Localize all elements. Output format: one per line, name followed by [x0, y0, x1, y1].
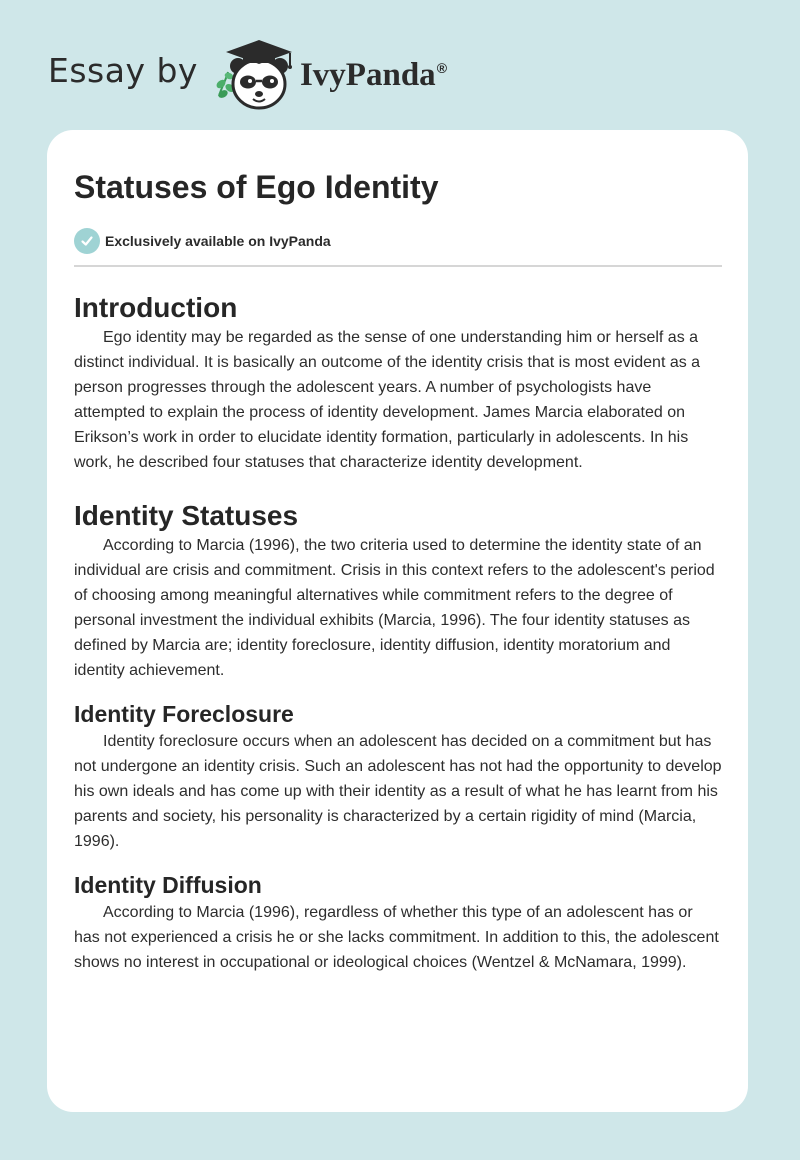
brand-name[interactable]: IvyPanda®	[299, 56, 448, 93]
section-heading-identity-diffusion: Identity Diffusion	[74, 872, 262, 898]
checkmark-icon	[74, 228, 100, 254]
section-heading-introduction: Introduction	[74, 292, 238, 323]
essay-card	[47, 130, 748, 1112]
paragraph-identity-statuses: According to Marcia (1996), the two criteria used to determine the identity state of an individual are crisis and commitment. Crisis in this context refers to the adolescent's period of choosing among meaningful alternatives while commitment refers to the degree of personal investment the individual exhibits (Marcia, 1996). The four identity statuses as defined by Marcia are; identity foreclosure, identity diffusion, identity moratorium and identity achievement.	[74, 537, 715, 679]
page-title: Statuses of Ego Identity	[74, 169, 439, 205]
paragraph-introduction: Ego identity may be regarded as the sense of one understanding him or herself as a distinct individual. It is basically an outcome of the identity crisis that is most evident as a person progresses through the adolescent years. A number of psychologists have attempted to explain the process of identity development. James Marcia elaborated on Erikson’s work in order to elucidate identity formation, particularly in adolescents. In his work, he described four statuses that characterize identity development.	[74, 329, 701, 471]
section-heading-identity-foreclosure: Identity Foreclosure	[74, 701, 294, 727]
panda-graduate-icon[interactable]	[210, 36, 296, 112]
exclusive-badge	[74, 227, 722, 255]
exclusive-label: Exclusively available on IvyPanda	[105, 233, 331, 249]
section-heading-identity-statuses: Identity Statuses	[74, 500, 299, 531]
site-header	[48, 34, 447, 114]
divider	[74, 265, 722, 267]
registered-mark: ®	[436, 59, 448, 76]
paragraph-identity-diffusion: According to Marcia (1996), regardless of whether this type of an adolescent has or has not experienced a crisis he or she lacks commitment. In addition to this, the adolescent shows no interest in occupational or ideological choices (Wentzel & McNamara, 1999).	[74, 904, 719, 971]
paragraph-identity-foreclosure: Identity foreclosure occurs when an adolescent has decided on a commitment but has not undergone an identity crisis. Such an adolescent has not had the opportunity to develop his own ideals and has come up with their identity as a result of what he has learnt from his parents and society, his personality is characterized by a certain rigidity of mind (Marcia, 1996).	[74, 733, 722, 850]
brand-prefix: Essay by	[48, 50, 198, 90]
